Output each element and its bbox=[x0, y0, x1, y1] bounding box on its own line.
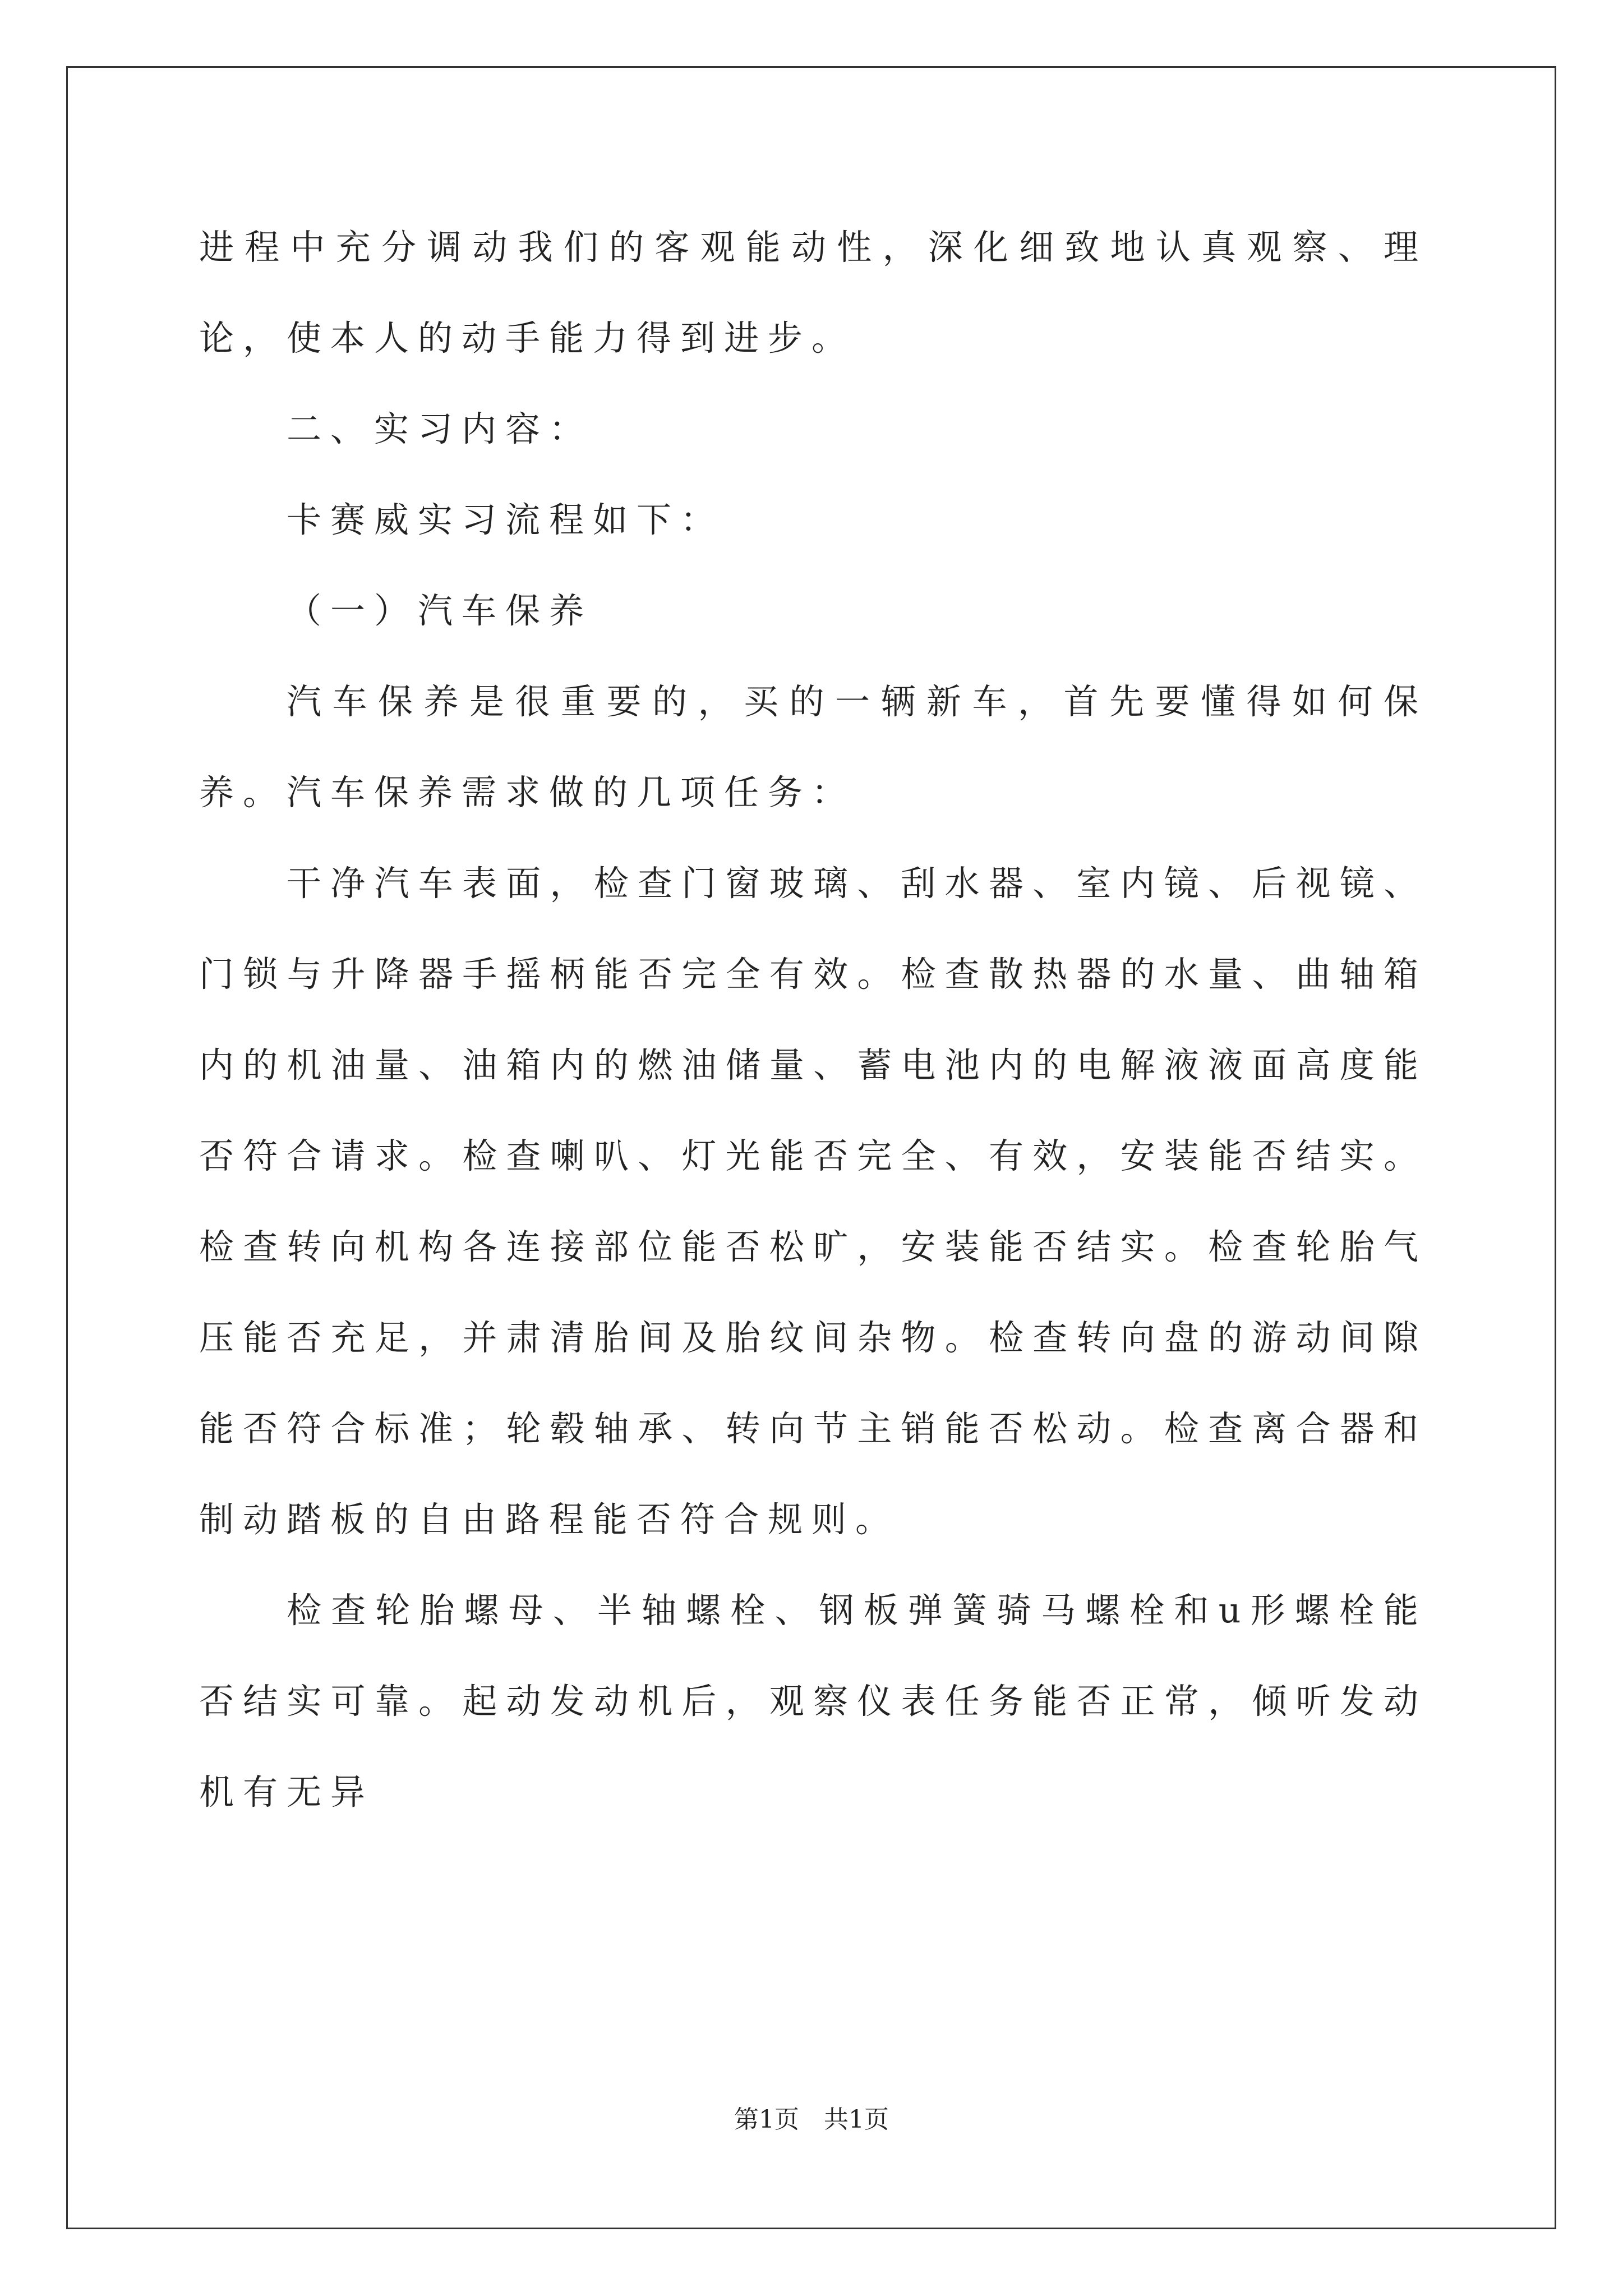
paragraph-inspection-items: 干净汽车表面，检查门窗玻璃、刮水器、室内镜、后视镜、门锁与升降器手摇柄能否完全有效。检查散热器的水量、曲轴箱内的机油量、油箱内的燃油储量、蓄电池内的电解液液面高度能否符合请求。检查喇叭、灯光能否完全、有效，安装能否结实。检查转向机构各连接部位能否松旷，安装能否结实。检查轮胎气压能否充足，并肃清胎间及胎纹间杂物。检查转向盘的游动间隙能否符合标准；轮毂轴承、转向节主销能否松动。检查离合器和制动踏板的自由路程能否符合规则。 bbox=[199, 863, 1427, 1540]
paragraph-process-intro: 卡赛威实习流程如下： bbox=[287, 499, 725, 540]
subsection-heading-car-maintenance: （一）汽车保养 bbox=[287, 590, 593, 631]
paragraph-1: 进程中充分调动我们的客观能动性，深化细致地认真观察、理论，使本人的动手能力得到进步。 bbox=[199, 227, 1427, 358]
paragraph-maintenance-intro: 汽车保养是很重要的，买的一辆新车，首先要懂得如何保养。汽车保养需求做的几项任务： bbox=[199, 681, 1427, 813]
paragraph-bolt-checks: 检查轮胎螺母、半轴螺栓、钢板弹簧骑马螺栓和u形螺栓能否结实可靠。起动发动机后，观察仪表任务能否正常，倾听发动机有无异 bbox=[199, 1590, 1427, 1812]
document-body bbox=[199, 202, 1427, 1838]
page-footer: 第1页 共1页 bbox=[734, 2105, 889, 2134]
section-heading-internship-content: 二、实习内容： bbox=[287, 408, 593, 449]
